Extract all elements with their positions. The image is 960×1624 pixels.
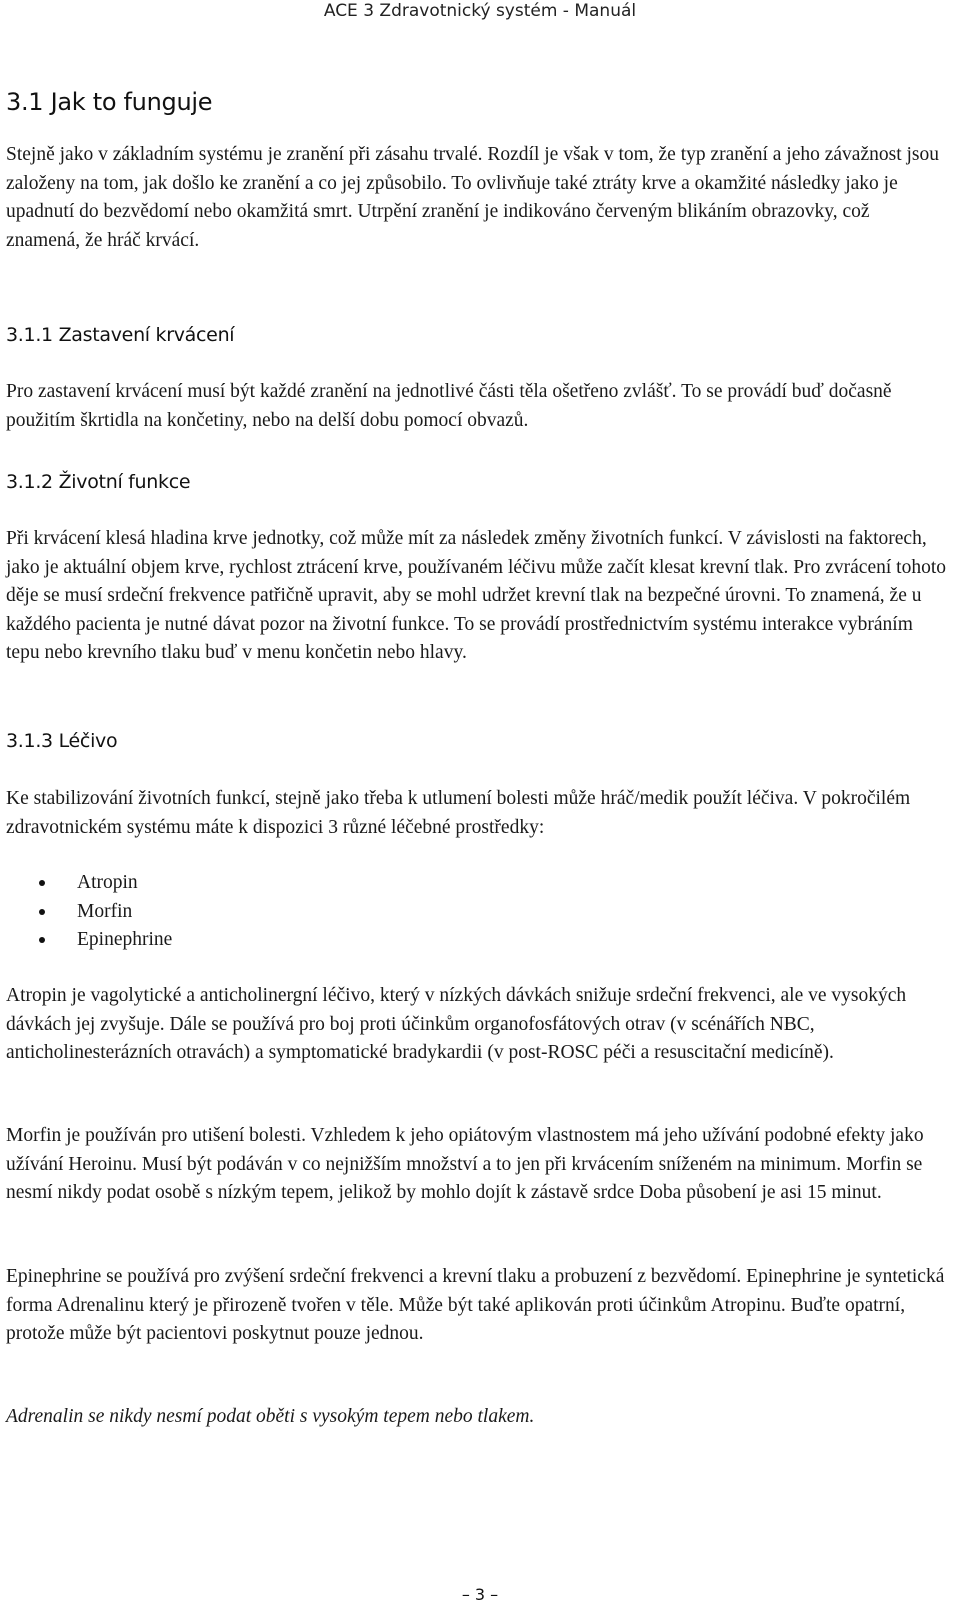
running-header: ACE 3 Zdravotnický systém - Manuál bbox=[323, 1, 637, 21]
section-paragraph: Stejně jako v základním systému je zranění při zásahu trvalé. Rozdíl je však v tom, že typ zranění a jeho závažnost jsou založeny na tom, jak došlo ke zranění a co jej způsobilo. To ovlivňuje také ztráty krve a okamžité následky jako je upadnutí do bezvědomí nebo okamžitá smrt. Utrpění zranění je indikováno červeným blikáním obrazovky, což znamená, že hráč krvácí. bbox=[6, 144, 939, 251]
list-item bbox=[6, 926, 606, 955]
morfin-paragraph: Morfin je používán pro utišení bolesti. Vzhledem k jeho opiátovým vlastnostem má jeho užívání podobné efekty jako užívání Heroinu. Musí být podáván v co nejnižším množství a to jen při krvácením sníženém na minimum. Morfin se nesmí nikdy podat osobě s nízkým tepem, jelikož by mohlo dojít k zástavě srdce Doba působení je asi 15 minut. bbox=[6, 1125, 924, 1203]
subsection-heading-medication: 3.1.3 Léčivo bbox=[6, 730, 118, 752]
medication-intro: Ke stabilizování životních funkcí, stejně jako třeba k utlumení bolesti může hráč/medik použít léčiva. V pokročilém zdravotnickém systému máte k dispozici 3 různé léčebné prostředky: bbox=[6, 788, 911, 838]
atropin-paragraph: Atropin je vagolytické a anticholinergní léčivo, který v nízkých dávkách snižuje srdeční frekvenci, ale ve vysokých dávkách jej zvyšuje. Dále se používá pro boj proti účinkům organofosfátových otrav (v scénářích NBC, anticholinesterázních otravách) a symptomatické bradykardii (v post-ROSC péči a resuscitační medicíně). bbox=[6, 985, 907, 1063]
list-item bbox=[6, 869, 606, 898]
subsection-heading-vitals: 3.1.2 Životní funkce bbox=[6, 471, 191, 493]
bullet-icon bbox=[39, 937, 45, 943]
adrenalin-warning: Adrenalin se nikdy nesmí podat oběti s vysokým tepem nebo tlakem. bbox=[6, 1406, 535, 1427]
page-number: – 3 – bbox=[461, 1585, 499, 1604]
drug-name: Epinephrine bbox=[77, 929, 173, 950]
drug-list bbox=[6, 869, 606, 955]
bullet-icon bbox=[39, 880, 45, 886]
drug-name: Morfin bbox=[77, 900, 133, 922]
drug-name: Atropin bbox=[77, 872, 138, 893]
subsection-heading-bleeding: 3.1.1 Zastavení krvácení bbox=[6, 324, 235, 346]
bleeding-paragraph: Pro zastavení krvácení musí být každé zranění na jednotlivé části těla ošetřeno zvlášť. To se provádí buď dočasně použitím škrtidla na končetiny, nebo na delší dobu pomocí obvazů. bbox=[6, 381, 892, 431]
vitals-paragraph: Při krvácení klesá hladina krve jednotky, což může mít za následek změny životních funkcí. V závislosti na faktorech, jako je aktuální objem krve, rychlost ztrácení krve, používaném léčivu může začít klesat krevní tlak. Pro zvrácení tohoto děje se musí srdeční frekvence patřičně upravit, aby se mohl udržet krevní tlak na bezpečné úrovni. To znamená, že u každého pacienta je nutné dávat pozor na životní funkce. To se provádí prostřednictvím systému interakce vybráním tepu nebo krevního tlaku buď v menu končetin nebo hlavy. bbox=[6, 528, 946, 663]
epinephrine-paragraph: Epinephrine se používá pro zvýšení srdeční frekvenci a krevní tlaku a probuzení z bezvědomí. Epinephrine je syntetická forma Adrenalinu který je přirozeně tvořen v těle. Může být také aplikován proti účinkům Atropinu. Buďte opatrní, protože může být pacientovi poskytnut pouze jednou. bbox=[6, 1266, 945, 1344]
bullet-icon bbox=[39, 909, 45, 915]
list-item bbox=[6, 898, 606, 927]
section-heading: 3.1 Jak to funguje bbox=[6, 88, 213, 116]
